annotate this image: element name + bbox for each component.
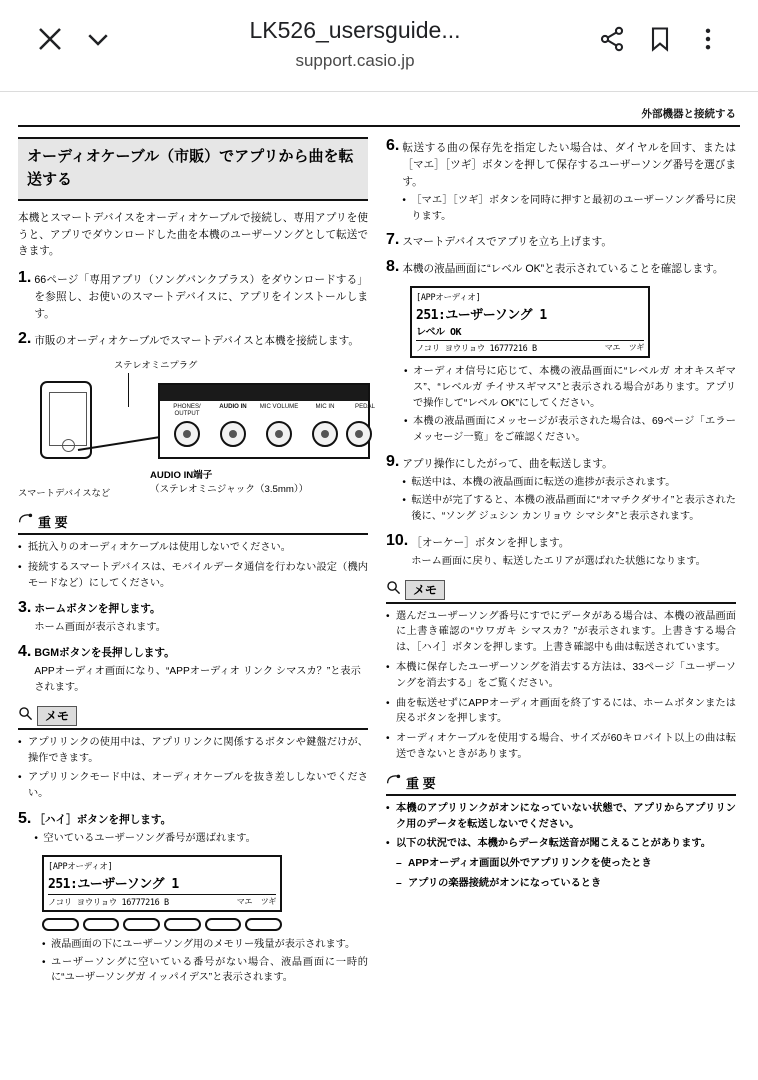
step-number: 7. [386, 231, 400, 249]
illustration-caption-left: スマートデバイスなど [18, 487, 111, 498]
soft-button [42, 918, 79, 931]
lcd-prev-label: マエ [236, 896, 252, 906]
lcd-next-label: ツギ [260, 896, 276, 906]
lcd-screen-right [410, 286, 736, 358]
more-options-button[interactable] [684, 0, 732, 78]
section-title: オーディオケーブル（市販）でアプリから曲を転送する [18, 137, 368, 201]
step-number: 3. [18, 599, 32, 617]
step-sub: • 空いているユーザーソング番号が選ばれます。 [34, 831, 368, 847]
step-number: 5. [18, 809, 32, 827]
step-10 [386, 532, 736, 570]
memo-item: • 曲を転送せずにAPPオーディオ画面を終了するには、ホームボタンまたは戻るボタンを押します。 [386, 696, 736, 728]
bookmark-icon [646, 25, 674, 53]
leader-line [128, 373, 129, 407]
close-button[interactable] [26, 0, 74, 78]
page-url: support.casio.jp [295, 51, 415, 70]
step-7 [386, 231, 736, 251]
step-text: 本機の液晶画面に“レベル OK”と表示されていることを確認します。 [402, 263, 724, 276]
important-sub-item: – アプリの楽器接続がオンになっているとき [394, 876, 736, 892]
share-button[interactable] [588, 0, 636, 78]
step-text: ホームボタンを押します。 [34, 603, 161, 616]
step-note: APPオーディオ画面になり、“APPオーディオ リンク シマスカ？”と表示されます。 [34, 666, 361, 693]
important-sub-item: – APPオーディオ画面以外でアプリリンクを使ったとき [394, 856, 736, 872]
step-number: 9. [386, 453, 400, 471]
lcd-line-1: [APPオーディオ] [416, 293, 481, 304]
step-text: アプリ操作にしたがって、曲を転送します。 [402, 458, 613, 471]
step-number: 4. [18, 643, 32, 661]
step-note: ホーム画面が表示されます。 [34, 622, 166, 634]
step-number: 6. [386, 137, 400, 154]
illustration-caption-top: ステレオミニプラグ [114, 359, 198, 370]
step-text: BGMボタンを長押しします。 [34, 647, 175, 660]
important-label: 重 要 [406, 775, 436, 791]
step-text: 転送する曲の保存先を指定したい場合は、ダイヤルを回す、または［マエ］［ツギ］ボタンを押して保存するユーザーソング番号を選びます。 [402, 142, 736, 188]
memo-item: • アプリリンクの使用中は、アプリリンクに関係するボタンや鍵盤だけが、操作できます。 [18, 735, 368, 767]
lcd-line-4-left: ノコリ ヨウリョウ 16777216 B [416, 344, 537, 355]
important-item: • 以下の状況では、本機からデータ転送音が聞こえることがあります。 [386, 836, 736, 852]
chevron-down-icon [83, 24, 113, 54]
soft-button [123, 918, 160, 931]
step-4 [18, 643, 368, 696]
step-number: 8. [386, 258, 400, 276]
step-sub: • ［マエ］［ツギ］ボタンを同時に押すと最初のユーザーソング番号に戻ります。 [402, 193, 736, 225]
step-sub: • 転送中は、本機の液晶画面に転送の進捗が表示されます。 [402, 475, 736, 491]
lcd-line-1: [APPオーディオ] [48, 861, 113, 872]
step-text: 市販のオーディオケーブルでスマートデバイスと本機を接続します。 [34, 335, 359, 348]
step-text: スマートデバイスでアプリを立ち上げます。 [402, 236, 612, 249]
close-icon [35, 24, 65, 54]
step-number: 1. [18, 269, 32, 287]
post-lcd-note: • 液晶画面の下にユーザーソング用のメモリー残量が表示されます。 [42, 937, 368, 953]
header-rule [18, 125, 740, 127]
lcd-line-2: 251:ユーザーソング 1 [48, 876, 179, 892]
post-lcd-note: • 本機の液晶画面にメッセージが表示された場合は、69ページ「エラーメッセージ一覧」をご確認ください。 [404, 414, 736, 446]
running-head: 外部機器と接続する [641, 108, 736, 120]
memo-item: • 選んだユーザーソング番号にすでにデータがある場合は、本機の液晶画面に上書き確認の“ウワガキ シマスカ？”が表示されます。上書きする場合は、［ハイ］ボタンを押します。上書き確認中も曲は転送されています。 [386, 609, 736, 656]
browser-chrome [0, 0, 758, 92]
step-1 [18, 269, 368, 323]
step-number: 2. [18, 330, 32, 348]
lcd-next-label: ツギ [628, 343, 644, 353]
magnifier-icon [386, 580, 401, 600]
intro-paragraph: 本機とスマートデバイスをオーディオケーブルで接続し、専用アプリを使うと、アプリでダウンロードした曲を本機のユーザーソングとして転送できます。 [18, 212, 368, 258]
soft-button [164, 918, 201, 931]
step-6 [386, 137, 736, 224]
important-callout-right [386, 773, 736, 892]
share-icon [598, 25, 626, 53]
soft-button [83, 918, 120, 931]
soft-button [245, 918, 282, 931]
important-item: • 接続するスマートデバイスは、モバイルデータ通信を行わない設定（機内モードなど）にしてください。 [18, 560, 368, 592]
soft-button [205, 918, 242, 931]
important-label: 重 要 [38, 514, 68, 530]
important-item: • 抵抗入りのオーディオケーブルは使用しないでください。 [18, 540, 368, 556]
step-text: ［ハイ］ボタンを押します。 [34, 813, 172, 826]
lcd-prev-label: マエ [604, 343, 620, 353]
important-icon [386, 773, 402, 792]
left-column [18, 137, 375, 986]
address-block[interactable] [122, 0, 588, 73]
memo-item: • オーディオケーブルを使用する場合、サイズが60キロバイト以上の曲は転送できないときがあります。 [386, 731, 736, 763]
memo-callout-right [386, 580, 736, 763]
illustration-caption-bottom: AUDIO IN端子（ステレオミニジャック（3.5mm）） [150, 469, 309, 495]
connection-illustration [18, 357, 375, 502]
step-5 [18, 810, 368, 847]
lcd-line-3: レベル OK [416, 327, 462, 339]
memo-label: メモ [37, 706, 77, 726]
lcd-line-2: 251:ユーザーソング 1 [416, 308, 547, 324]
step-sub: • 転送中が完了すると、本機の液晶画面に“オマチクダサイ”と表示された後に、“ソング ジュシン カンリョウ シマシタ”と表示されます。 [402, 493, 736, 525]
keyboard-rear-panel-graphic: PHONES/ OUTPUT AUDIO IN MIC VOLUME MIC IN PEDAL [158, 383, 370, 459]
lcd-line-4-left: ノコリ ヨウリョウ 16777216 B [48, 897, 169, 908]
step-9 [386, 453, 736, 524]
step-number: 10. [386, 531, 409, 549]
document-page [0, 92, 758, 1080]
right-column [386, 137, 736, 986]
memo-item: • アプリリンクモード中は、オーディオケーブルを抜き差ししないでください。 [18, 770, 368, 802]
post-lcd-note: • ユーザーソングに空いている番号がない場合、液晶画面に一時的に“ユーザーソングガ イッパイデス”と表示されます。 [42, 955, 368, 987]
lcd-soft-buttons [42, 918, 282, 931]
step-text: 66ページ「専用アプリ（ソングバンクプラス）をダウンロードする」を参照し、お使いのスマートデバイスに、アプリをインストールします。 [34, 274, 368, 321]
important-item: • 本機のアプリリンクがオンになっていない状態で、アプリからアプリリンク用のデータを転送しないでください。 [386, 801, 736, 833]
step-2 [18, 330, 368, 350]
page-title: LK526_usersguide... [249, 17, 461, 43]
memo-label: メモ [405, 580, 445, 600]
bookmark-button[interactable] [636, 0, 684, 78]
important-callout-left [18, 512, 368, 591]
magnifier-icon [18, 706, 33, 726]
panel-top-bar [160, 385, 368, 401]
collapse-button[interactable] [74, 0, 122, 78]
step-8 [386, 258, 736, 278]
post-lcd-note: • オーディオ信号に応じて、本機の液晶画面に“レベルガ オオキスギマス”、“レベルガ チイサスギマス”と表示される場合があります。アプリで操作して“レベル OK”にしてください。 [404, 364, 736, 411]
step-3 [18, 599, 368, 636]
step-note: ホーム画面に戻り、転送したエリアが選ばれた状態になります。 [411, 555, 706, 567]
memo-item: • 本機に保存したユーザーソングを消去する方法は、33ページ「ユーザーソングを消去する」をご覧ください。 [386, 660, 736, 692]
more-vertical-icon [694, 25, 722, 53]
important-icon [18, 512, 34, 531]
memo-callout-left [18, 706, 368, 802]
lcd-screen-left [42, 855, 368, 931]
step-text: ［オーケー］ボタンを押します。 [411, 536, 570, 549]
